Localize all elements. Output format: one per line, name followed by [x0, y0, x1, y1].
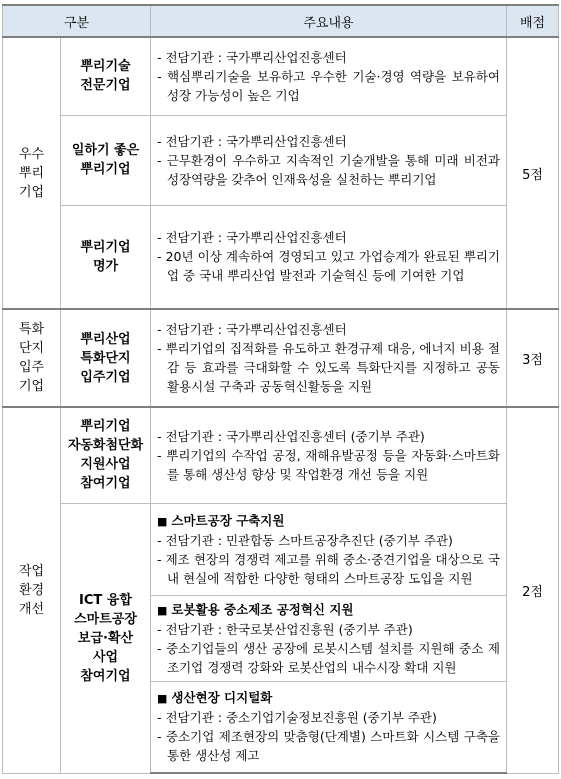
content-item: - 전담기관 : 국가뿌리산업진흥센터	[157, 49, 347, 65]
category-line: 기업	[18, 379, 45, 394]
subcategory-cell	[61, 115, 151, 205]
subcategory-line: 자동화첨단화	[67, 438, 144, 454]
score-cell: 3점	[507, 309, 559, 407]
score-cell: 2점	[507, 407, 559, 773]
content-box	[151, 503, 507, 595]
table-row	[3, 37, 559, 115]
content-item: - 뿌리기업의 집적화를 유도하고 환경규제 대응, 에너지 비용 절감 등 효과를 극대화할 수 있도록 특화단지를 지정하고 공동활용시설 구축과 공동혁신활동을 지원	[157, 341, 500, 394]
box-title	[157, 600, 500, 620]
header-score: 배점	[507, 5, 559, 37]
subcategory-line: 참여기업	[80, 476, 131, 492]
subcategory-line: 뿌리기업	[80, 419, 131, 435]
content-item: - 핵심뿌리기술을 보유하고 우수한 기술·경영 역량을 보유하여 성장 가능성이 높은 기업	[157, 68, 500, 103]
square-bullet-icon: ■	[157, 603, 168, 617]
content-cell	[151, 309, 507, 407]
subcategory-cell	[61, 503, 151, 773]
subcategory-line: 참여기업	[80, 668, 131, 684]
category-cell	[3, 309, 61, 407]
box-title	[157, 688, 500, 708]
subcategory-cell	[61, 37, 151, 115]
subcategory-line: 사업	[92, 649, 119, 665]
subcategory-line: 지원사업	[80, 457, 131, 473]
box-title-text: 로봇활용 중소제조 공정혁신 지원	[171, 601, 354, 617]
square-bullet-icon: ■	[157, 514, 168, 528]
subcategory-line: 뿌리기업	[80, 162, 131, 177]
category-line: 단지	[18, 341, 45, 356]
subcategory-cell	[61, 407, 151, 503]
header-content: 주요내용	[151, 5, 507, 37]
table-row	[3, 205, 559, 309]
square-bullet-icon: ■	[157, 692, 168, 706]
content-item: - 제조 현장의 경쟁력 제고를 위해 중소·중견기업을 대상으로 국내 현실에 적합한 다양한 형태의 스마트공장 도입을 지원	[157, 551, 500, 586]
content-box	[151, 681, 507, 773]
content-item: - 전담기관 : 한국로봇산업진흥원 (중기부 주관)	[157, 621, 413, 637]
content-item: - 전담기관 : 국가뿌리산업진흥센터 (중기부 주관)	[157, 428, 425, 444]
box-title	[157, 511, 500, 531]
subcategory-line: 스마트공장	[74, 611, 137, 627]
content-cell	[151, 37, 507, 115]
content-item: - 근무환경이 우수하고 지속적인 기술개발을 통해 미래 비전과 성장역량을 갖추어 인재육성을 실천하는 뿌리기업	[157, 152, 500, 187]
subcategory-line: 뿌리산업	[80, 331, 131, 347]
subcategory-line: 전문기업	[80, 78, 131, 94]
subcategory-line: 뿌리기술	[80, 59, 131, 75]
header-row	[3, 5, 559, 37]
content-item: - 뿌리기업의 수작업 공정, 재해유발공정 등을 자동화·스마트화를 통해 생산성 향상 및 작업환경 개선 등을 지원	[157, 447, 500, 482]
category-line: 기업	[18, 184, 45, 200]
category-line: 뿌리	[18, 165, 45, 181]
table-row	[3, 503, 559, 595]
category-cell	[3, 37, 61, 309]
content-item: - 중소기업들의 생산 공장에 로봇시스템 설치를 지원해 중소 제조기업 경쟁력 강화와 로봇산업의 내수시장 확대 지원	[157, 640, 500, 675]
category-line: 개선	[18, 601, 45, 617]
content-cell	[151, 115, 507, 205]
box-title-text: 생산현장 디지털화	[171, 690, 273, 706]
content-item: - 전담기관 : 국가뿌리산업진흥센터	[157, 322, 347, 337]
content-item: - 전담기관 : 국가뿌리산업진흥센터	[157, 133, 347, 149]
subcategory-cell	[61, 205, 151, 309]
subcategory-line: 입주기업	[80, 369, 131, 385]
subcategory-line: 명가	[92, 258, 119, 274]
score-cell: 5점	[507, 37, 559, 309]
subcategory-line: 뿌리기업	[80, 239, 131, 255]
category-line: 특화	[18, 322, 45, 337]
table-row	[3, 309, 559, 407]
content-item: - 전담기관 : 민관합동 스마트공장추진단 (중기부 주관)	[157, 532, 453, 548]
content-item: - 전담기관 : 중소기업기술정보진흥원 (중기부 주관)	[157, 710, 437, 726]
category-cell	[3, 407, 61, 773]
subcategory-cell	[61, 309, 151, 407]
category-line: 작업	[18, 563, 45, 579]
subcategory-line: 보급·확산	[77, 630, 134, 646]
subcategory-line: 일하기 좋은	[71, 143, 140, 158]
subcategory-line: ICT 융합	[79, 592, 132, 608]
category-line: 입주	[18, 360, 45, 375]
category-line: 우수	[18, 146, 45, 162]
content-box	[151, 595, 507, 681]
content-item: - 전담기관 : 국가뿌리산업진흥센터	[157, 230, 347, 246]
table-row	[3, 115, 559, 205]
category-line: 환경	[18, 582, 45, 598]
header-category: 구분	[3, 5, 151, 37]
table-row	[3, 407, 559, 503]
content-cell	[151, 205, 507, 309]
criteria-table	[2, 4, 559, 774]
subcategory-line: 특화단지	[80, 350, 131, 366]
box-title-text: 스마트공장 구축지원	[171, 512, 285, 528]
content-cell	[151, 407, 507, 503]
content-item: - 중소기업 제조현장의 맞춤형(단계별) 스마트화 시스템 구축을 통한 생산성 제고	[157, 729, 500, 764]
content-item: - 20년 이상 계속하여 경영되고 있고 가업승계가 완료된 뿌리기업 중 국내 뿌리산업 발전과 기술혁신 등에 기여한 기업	[157, 249, 500, 284]
